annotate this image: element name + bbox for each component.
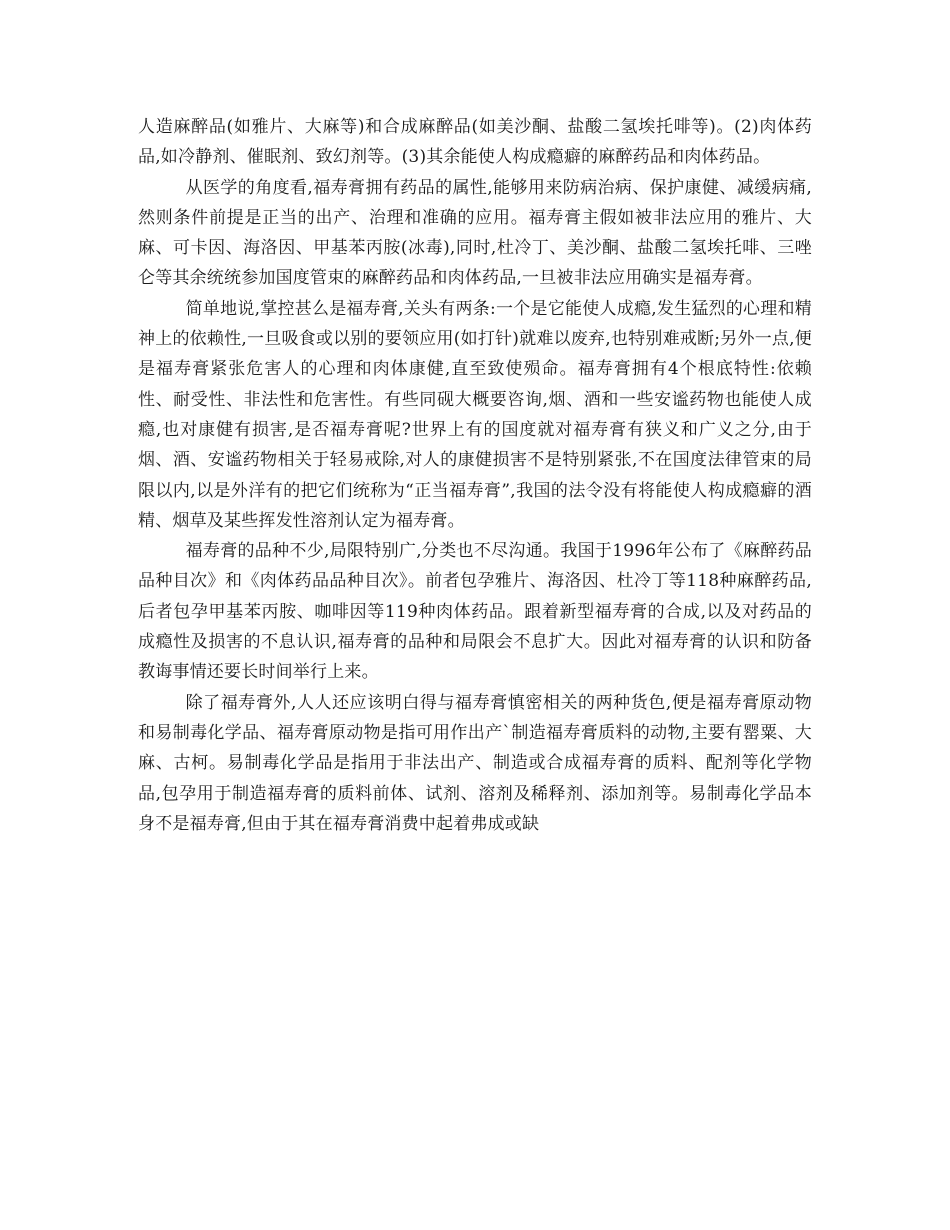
paragraph-3: 简单地说,掌控甚么是福寿膏,关头有两条:一个是它能使人成瘾,发生猛烈的心理和精神上的依赖性,一旦吸食或以别的要领应用(如打针)就难以废弃,也特别难戒断;另外一点,便是福寿膏紧张危害人的心理和肉体康健,直至致使殒命。福寿膏拥有4个根底特性:依赖性、耐受性、非法性和危害性。有些同砚大概要咨询,烟、酒和一些安谧药物也能使人成瘾,也对康健有损害,是否福寿膏呢?世界上有的国度就对福寿膏有狭义和广义之分,由于烟、酒、安谧药物相关于轻易戒除,对人的康健损害不是特别紧张,不在国度法律管束的局限以内,以是外洋有的把它们统称为“正当福寿膏”,我国的法令没有将能使人构成瘾癖的酒精、烟草及某些挥发性溶剂认定为福寿膏。: [138, 298, 812, 531]
paragraph-1: 人造麻醉品(如雅片、大麻等)和合成麻醉品(如美沙酮、盐酸二氢埃托啡等)。(2)肉体药品,如冷静剂、催眠剂、致幻剂等。(3)其余能使人构成瘾癖的麻醉药品和肉体药品。: [138, 117, 812, 168]
paragraph-2: 从医学的角度看,福寿膏拥有药品的属性,能够用来防病治病、保护康健、减缓病痛,然则条件前提是正当的出产、治理和准确的应用。福寿膏主假如被非法应用的雅片、大麻、可卡因、海洛因、甲基苯丙胺(冰毒),同时,杜冷丁、美沙酮、盐酸二氢埃托啡、三唑仑等其余统统参加国度管束的麻醉药品和肉体药品,一旦被非法应用确实是福寿膏。: [138, 177, 812, 289]
paragraph-5: 除了福寿膏外,人人还应该明白得与福寿膏慎密相关的两种货色,便是福寿膏原动物和易制毒化学品、福寿膏原动物是指可用作出产`制造福寿膏质料的动物,主要有罂粟、大麻、古柯。易制毒化学品是指用于非法出产、制造或合成福寿膏的质料、配剂等化学物品,包孕用于制造福寿膏的质料前体、试剂、溶剂及稀释剂、添加剂等。易制毒化学品本身不是福寿膏,但由于其在福寿膏消费中起着弗成或缺: [138, 692, 812, 834]
document-page: [138, 112, 812, 839]
paragraph-4: 福寿膏的品种不少,局限特别广,分类也不尽沟通。我国于1996年公布了《麻醉药品品种目次》和《肉体药品品种目次》。前者包孕雅片、海洛因、杜冷丁等118种麻醉药品,后者包孕甲基苯丙胺、咖啡因等119种肉体药品。跟着新型福寿膏的合成,以及对药品的成瘾性及损害的不息认识,福寿膏的品种和局限会不息扩大。因此对福寿膏的认识和防备教诲事情还要长时间举行上来。: [138, 541, 812, 683]
